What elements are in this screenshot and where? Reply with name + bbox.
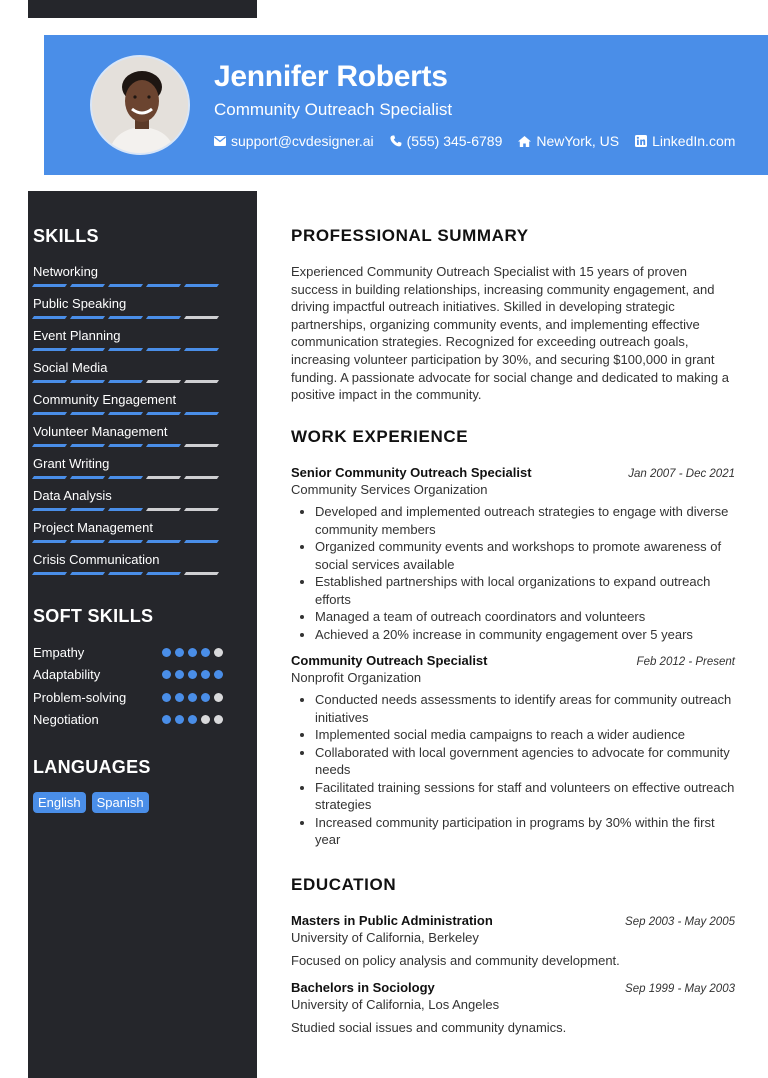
skill-level-bar	[33, 572, 223, 575]
rating-dot	[162, 648, 171, 657]
skill-level-segment	[108, 508, 143, 511]
skill-name: Social Media	[33, 360, 108, 375]
rating-dot	[201, 715, 210, 724]
contact-location	[518, 133, 619, 149]
skill-level-bar	[33, 380, 223, 383]
skill-level-segment	[108, 412, 143, 415]
education-header	[291, 980, 735, 995]
job-bullets	[291, 691, 735, 849]
job-bullet: • Collaborated with local government agencies to advocate for community needs	[315, 744, 735, 779]
soft-skill-rating	[162, 648, 223, 657]
skill-level-segment	[70, 572, 105, 575]
skill-level-segment	[32, 540, 67, 543]
rating-dot	[201, 670, 210, 679]
education-section	[291, 875, 735, 1035]
skill-level-segment	[146, 284, 181, 287]
job-bullet: • Managed a team of outreach coordinators and volunteers	[315, 608, 735, 626]
contact-email[interactable]	[214, 133, 374, 149]
skill-level-segment	[32, 508, 67, 511]
skill-level-segment	[70, 540, 105, 543]
skill-name: Community Engagement	[33, 392, 177, 407]
skill-item	[33, 264, 223, 296]
soft-skill-item	[33, 686, 223, 709]
skill-level-segment	[108, 284, 143, 287]
job-list	[291, 465, 735, 849]
job-bullet: • Developed and implemented outreach strategies to engage with diverse community members	[315, 503, 735, 538]
job-title: Community Outreach Specialist	[291, 653, 488, 668]
rating-dot	[175, 670, 184, 679]
contact-list	[214, 133, 735, 149]
skill-level-segment	[146, 380, 181, 383]
envelope-icon	[214, 136, 226, 146]
education-date: Sep 2003 - May 2005	[625, 916, 735, 928]
home-icon	[518, 136, 531, 147]
skill-item	[33, 520, 223, 552]
skill-level-segment	[108, 444, 143, 447]
skill-item	[33, 392, 223, 424]
skill-level-bar	[33, 444, 223, 447]
skill-item	[33, 328, 223, 360]
job-bullet: • Increased community participation in programs by 30% within the first year	[315, 814, 735, 849]
job-organization: Nonprofit Organization	[291, 670, 422, 685]
soft-skill-name: Empathy	[33, 644, 85, 660]
education-date: Sep 1999 - May 2003	[625, 983, 735, 995]
skill-level-segment	[32, 412, 67, 415]
soft-skills-list	[33, 641, 223, 731]
job-bullet: • Facilitated training sessions for staff and volunteers on effective outreach strategies	[315, 779, 735, 814]
job-entry	[291, 653, 735, 849]
soft-skills-heading: SOFT SKILLS	[33, 606, 154, 626]
skill-item	[33, 456, 223, 488]
contact-linkedin-text: LinkedIn.com	[652, 133, 736, 149]
skill-level-segment	[108, 572, 143, 575]
skill-level-segment	[108, 476, 143, 479]
skill-item	[33, 360, 223, 392]
skill-level-bar	[33, 412, 223, 415]
skill-level-segment	[184, 380, 219, 383]
skill-item	[33, 488, 223, 520]
rating-dot	[188, 670, 197, 679]
skill-level-segment	[146, 412, 181, 415]
skill-level-segment	[108, 316, 143, 319]
soft-skill-name: Problem-solving	[33, 689, 127, 705]
skill-name: Crisis Communication	[33, 552, 160, 567]
soft-skills-section	[33, 606, 223, 731]
education-degree: Bachelors in Sociology	[291, 980, 435, 995]
rating-dot	[214, 648, 223, 657]
rating-dot	[175, 715, 184, 724]
education-description: Studied social issues and community dynamics.	[291, 1020, 567, 1035]
skill-level-bar	[33, 348, 223, 351]
skill-level-segment	[184, 572, 219, 575]
language-badge: Spanish	[92, 792, 149, 813]
soft-skill-item	[33, 664, 223, 687]
summary-heading: PROFESSIONAL SUMMARY	[291, 226, 529, 245]
skill-level-segment	[108, 540, 143, 543]
skill-name: Event Planning	[33, 328, 121, 343]
soft-skill-item	[33, 641, 223, 664]
soft-skill-rating	[162, 670, 223, 679]
education-heading: EDUCATION	[291, 875, 397, 894]
rating-dot	[201, 648, 210, 657]
skill-level-segment	[70, 380, 105, 383]
skill-level-segment	[184, 284, 219, 287]
skill-name: Volunteer Management	[33, 424, 168, 439]
education-header	[291, 913, 735, 928]
languages-heading: LANGUAGES	[33, 757, 151, 777]
skill-level-segment	[70, 348, 105, 351]
skill-name: Grant Writing	[33, 456, 110, 471]
rating-dot	[175, 693, 184, 702]
skill-level-segment	[32, 572, 67, 575]
languages-section	[33, 757, 223, 813]
skill-level-segment	[184, 412, 219, 415]
skill-level-bar	[33, 316, 223, 319]
skill-level-segment	[32, 284, 67, 287]
skill-level-segment	[184, 540, 219, 543]
rating-dot	[175, 648, 184, 657]
job-bullet: • Achieved a 20% increase in community engagement over 5 years	[315, 626, 735, 644]
skill-level-segment	[184, 476, 219, 479]
contact-linkedin[interactable]	[635, 133, 735, 149]
skill-level-segment	[32, 348, 67, 351]
contact-location-text: NewYork, US	[536, 133, 620, 149]
skill-level-segment	[146, 572, 181, 575]
soft-skill-name: Negotiation	[33, 712, 99, 728]
avatar	[90, 55, 190, 155]
education-description: Focused on policy analysis and community development.	[291, 953, 620, 968]
summary-section	[291, 226, 735, 404]
skill-level-segment	[70, 316, 105, 319]
rating-dot	[162, 693, 171, 702]
skill-level-segment	[184, 348, 219, 351]
education-list	[291, 913, 735, 1035]
skill-level-segment	[146, 508, 181, 511]
skills-list	[33, 264, 223, 584]
job-bullet: • Implemented social media campaigns to reach a wider audience	[315, 726, 735, 744]
education-entry	[291, 980, 735, 1035]
skill-name: Project Management	[33, 520, 153, 535]
rating-dot	[214, 693, 223, 702]
job-date: Feb 2012 - Present	[636, 656, 735, 668]
rating-dot	[188, 715, 197, 724]
linkedin-icon	[635, 135, 647, 147]
job-bullet: • Established partnerships with local organizations to expand outreach efforts	[315, 573, 735, 608]
experience-section	[291, 427, 735, 849]
rating-dot	[188, 693, 197, 702]
skill-level-segment	[70, 476, 105, 479]
job-title: Senior Community Outreach Specialist	[291, 465, 532, 480]
skill-level-segment	[32, 476, 67, 479]
skill-level-segment	[70, 284, 105, 287]
skill-level-bar	[33, 476, 223, 479]
skill-name: Data Analysis	[33, 488, 112, 503]
education-school: University of California, Los Angeles	[291, 997, 500, 1012]
rating-dot	[188, 648, 197, 657]
skill-level-segment	[146, 540, 181, 543]
job-header	[291, 465, 735, 480]
experience-heading: WORK EXPERIENCE	[291, 427, 469, 446]
rating-dot	[201, 693, 210, 702]
contact-email-text: support@cvdesigner.ai	[231, 133, 374, 149]
candidate-name: Jennifer Roberts	[214, 60, 448, 93]
education-school: University of California, Berkeley	[291, 930, 479, 945]
skill-level-segment	[70, 444, 105, 447]
job-bullet: • Organized community events and workshops to promote awareness of social services available	[315, 538, 735, 573]
soft-skill-item	[33, 709, 223, 732]
skill-level-segment	[146, 348, 181, 351]
skill-item	[33, 424, 223, 456]
soft-skill-rating	[162, 715, 223, 724]
languages-list	[33, 792, 223, 813]
skill-level-bar	[33, 540, 223, 543]
skill-name: Networking	[33, 264, 99, 279]
skills-section	[33, 226, 223, 584]
skill-level-segment	[32, 380, 67, 383]
job-bullet: • Conducted needs assessments to identify areas for community outreach initiatives	[315, 691, 735, 726]
skill-level-segment	[184, 508, 219, 511]
job-bullets	[291, 503, 735, 643]
rating-dot	[214, 670, 223, 679]
skill-level-segment	[70, 508, 105, 511]
candidate-title: Community Outreach Specialist	[214, 100, 453, 119]
phone-icon	[390, 135, 402, 147]
skill-level-segment	[184, 316, 219, 319]
rating-dot	[162, 670, 171, 679]
job-organization: Community Services Organization	[291, 482, 488, 497]
skill-level-segment	[146, 476, 181, 479]
skill-item	[33, 296, 223, 328]
skill-level-segment	[108, 380, 143, 383]
skill-level-bar	[33, 284, 223, 287]
skill-name: Public Speaking	[33, 296, 127, 311]
job-date: Jan 2007 - Dec 2021	[628, 468, 735, 480]
education-degree: Masters in Public Administration	[291, 913, 493, 928]
soft-skill-rating	[162, 693, 223, 702]
job-header	[291, 653, 735, 668]
skill-level-segment	[108, 348, 143, 351]
skill-level-segment	[32, 316, 67, 319]
skill-item	[33, 552, 223, 584]
summary-text: Experienced Community Outreach Specialist with 15 years of proven success in building relationships, increasing community engagement, and driving impactful outreach initiatives. Skilled in developing strategic partnerships, organizing community events, and implementing effective communication strategies. Recognized for exceeding outreach goals, increasing volunteer participation by 30%, and securing $100,000 in grant funding. A passionate advocate for social change and dedicated to making a positive impact in the community.	[291, 264, 729, 403]
job-entry	[291, 465, 735, 643]
soft-skill-name: Adaptability	[33, 667, 101, 683]
skills-heading: SKILLS	[33, 226, 99, 246]
education-entry	[291, 913, 735, 968]
contact-phone-text: (555) 345-6789	[406, 133, 503, 149]
skill-level-segment	[70, 412, 105, 415]
skill-level-bar	[33, 508, 223, 511]
skill-level-segment	[184, 444, 219, 447]
skill-level-segment	[146, 316, 181, 319]
rating-dot	[162, 715, 171, 724]
language-badge: English	[33, 792, 86, 813]
contact-phone[interactable]	[390, 133, 503, 149]
skill-level-segment	[32, 444, 67, 447]
rating-dot	[214, 715, 223, 724]
skill-level-segment	[146, 444, 181, 447]
